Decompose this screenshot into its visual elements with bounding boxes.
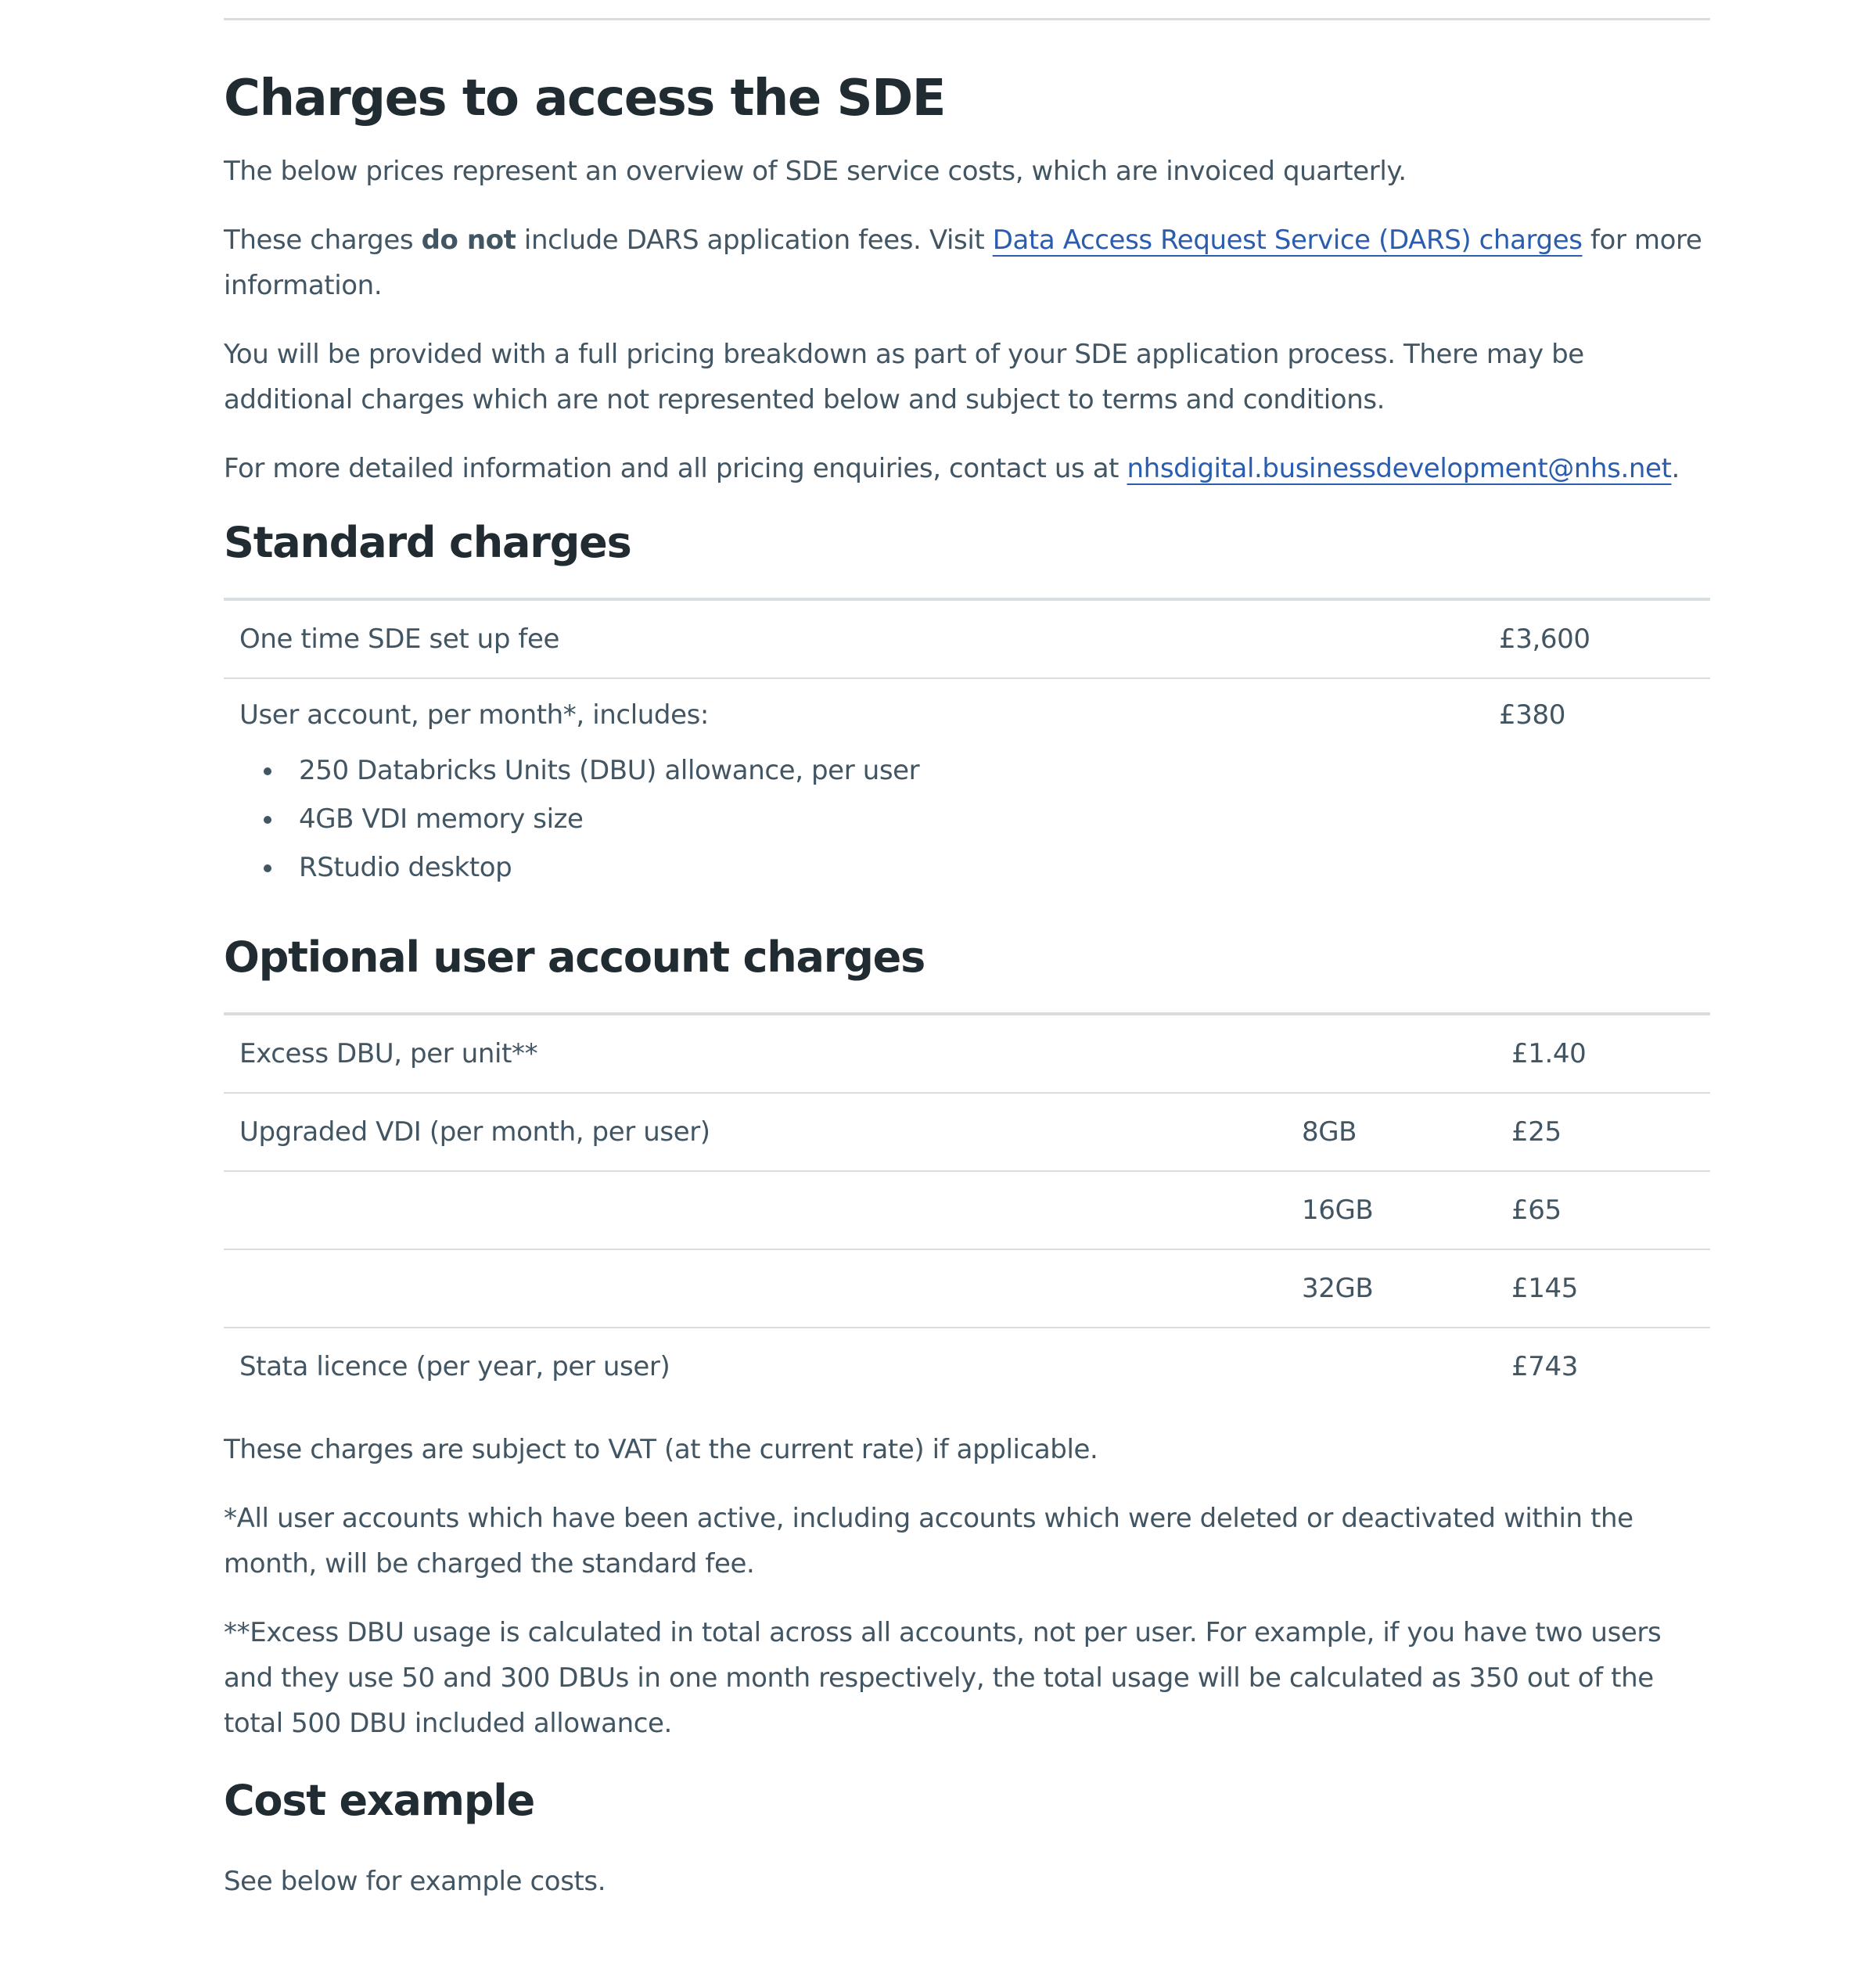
section-divider xyxy=(224,18,1710,20)
optional-charges-heading: Optional user account charges xyxy=(224,933,925,982)
charge-label-cell xyxy=(224,678,1483,900)
charge-label: Excess DBU, per unit** xyxy=(224,1014,1286,1093)
table-row xyxy=(224,1093,1710,1171)
standard-charges-heading: Standard charges xyxy=(224,518,631,567)
table-row xyxy=(224,1249,1710,1328)
contact-email-link[interactable]: nhsdigital.businessdevelopment@nhs.net xyxy=(1127,453,1672,484)
dars-text-middle: include DARS application fees. Visit xyxy=(516,225,993,256)
dars-charges-link[interactable]: Data Access Request Service (DARS) charges xyxy=(992,225,1583,256)
optional-charges-table xyxy=(224,1012,1710,1405)
contact-text-before: For more detailed information and all pricing enquiries, contact us at xyxy=(224,453,1127,484)
charge-option xyxy=(1286,1014,1496,1093)
footnote-excess-dbu: **Excess DBU usage is calculated in total across all accounts, not per user. For example, if you have two users and they use 50 and 300 DBUs in one month respectively, the total usage will be calculated as 350 out of the total 500 DBU included allowance. xyxy=(224,1617,1662,1739)
intro-paragraph-contact xyxy=(224,446,1710,491)
intro-paragraph-pricing-overview: The below prices represent an overview of SDE service costs, which are invoiced quarterly. xyxy=(224,156,1407,187)
charge-label xyxy=(224,1249,1286,1328)
dars-text-after: for more information. xyxy=(224,225,1702,301)
charge-price: £3,600 xyxy=(1483,599,1710,678)
charge-label: Stata licence (per year, per user) xyxy=(239,1351,670,1382)
table-row xyxy=(224,1014,1710,1093)
standard-charges-table xyxy=(224,598,1710,900)
charge-option: 8GB xyxy=(1286,1093,1496,1171)
intro-paragraph-dars-fees xyxy=(224,217,1710,308)
charge-price: £743 xyxy=(1511,1351,1578,1382)
table-row xyxy=(224,678,1710,900)
charge-option: 32GB xyxy=(1286,1249,1496,1328)
charge-label: User account, per month*, includes: xyxy=(239,699,709,731)
dars-text-before: These charges xyxy=(224,225,422,256)
do-not-emphasis: do not xyxy=(421,225,516,256)
vat-note: These charges are subject to VAT (at the current rate) if applicable. xyxy=(224,1434,1098,1465)
cost-example-text: See below for example costs. xyxy=(224,1866,606,1897)
page-content xyxy=(224,18,1710,1904)
list-item: • 4GB VDI memory size xyxy=(285,795,1483,843)
charge-label: Upgraded VDI (per month, per user) xyxy=(224,1093,1286,1171)
user-account-includes-list xyxy=(239,746,1483,892)
charge-label xyxy=(224,1171,1286,1249)
contact-text-after: . xyxy=(1671,453,1680,484)
table-row xyxy=(224,1328,1710,1405)
charge-price: £145 xyxy=(1496,1249,1710,1328)
charge-label: One time SDE set up fee xyxy=(224,599,1483,678)
charge-price: £65 xyxy=(1496,1171,1710,1249)
list-item: • 250 Databricks Units (DBU) allowance, per user xyxy=(285,746,1483,795)
footnote-user-accounts: *All user accounts which have been active, including accounts which were deleted or deactivated within the month, will be charged the standard fee. xyxy=(224,1503,1633,1579)
intro-paragraph-pricing-breakdown: You will be provided with a full pricing breakdown as part of your SDE application process. There may be additional charges which are not represented below and subject to terms and conditions. xyxy=(224,339,1584,415)
charge-option: 16GB xyxy=(1286,1171,1496,1249)
list-item: • RStudio desktop xyxy=(285,843,1483,892)
charge-option xyxy=(1286,1328,1496,1405)
charge-price: £1.40 xyxy=(1496,1014,1710,1093)
charge-price: £25 xyxy=(1496,1093,1710,1171)
cost-example-heading: Cost example xyxy=(224,1776,535,1825)
page-title: Charges to access the SDE xyxy=(224,70,945,128)
table-row xyxy=(224,599,1710,678)
table-row xyxy=(224,1171,1710,1249)
charge-price: £380 xyxy=(1499,699,1565,731)
